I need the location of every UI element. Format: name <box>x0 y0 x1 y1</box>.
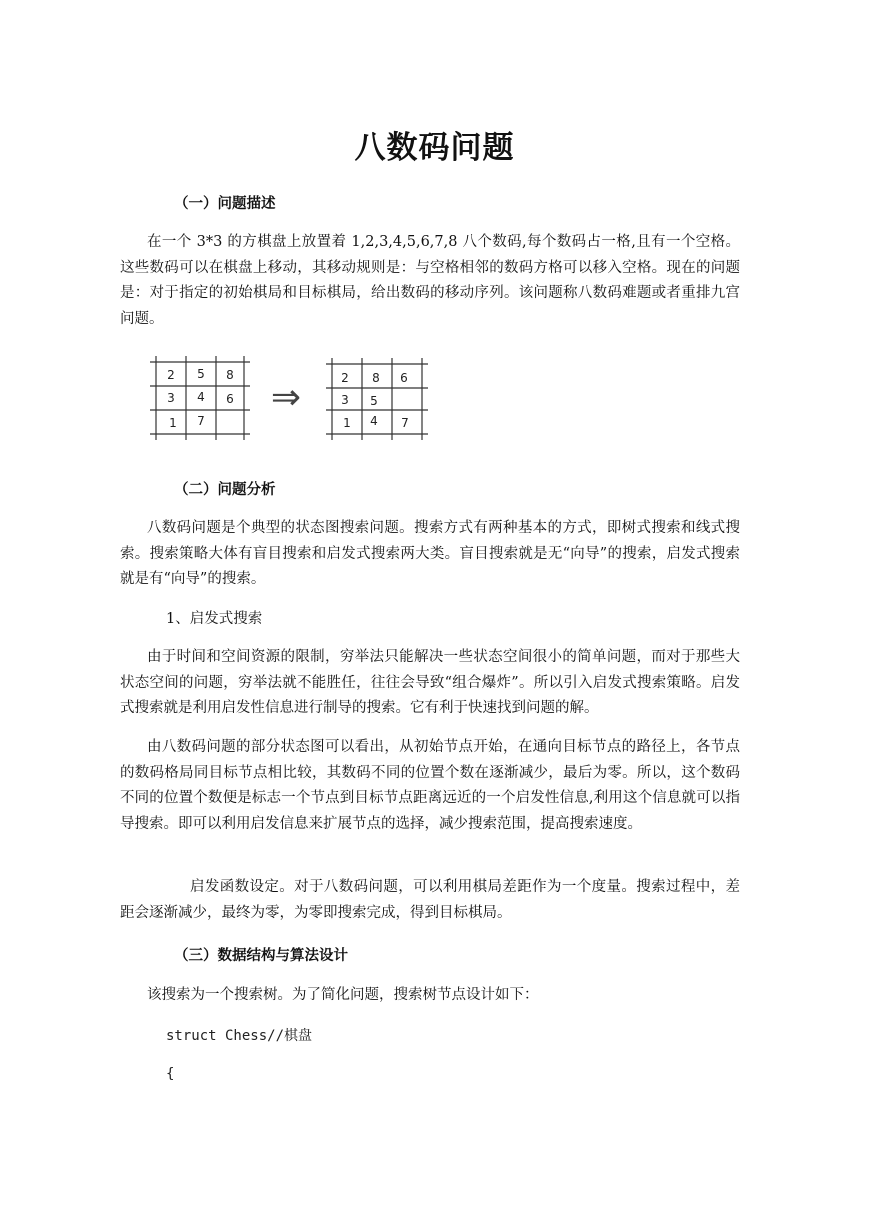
initial-cell: 4 <box>197 390 205 404</box>
heuristic-function-paragraph: 启发函数设定。对于八数码问题，可以利用棋局差距作为一个度量。搜索过程中，差距会逐渐减少，最终为零，为零即搜索完成，得到目标棋局。 <box>120 879 740 921</box>
section-heading-3: （三）数据结构与算法设计 <box>174 948 348 964</box>
eight-puzzle-figure <box>140 352 440 444</box>
code-line-struct: struct Chess//棋盘 <box>166 1028 313 1044</box>
problem-analysis-paragraph: 八数码问题是个典型的状态图搜索问题。搜索方式有两种基本的方式，即树式搜索和线式搜索。搜索策略大体有盲目搜索和启发式搜索两大类。盲目搜索就是无“向导”的搜索，启发式搜索就是有“向导”的搜索。 <box>120 520 740 587</box>
initial-cell: 1 <box>169 416 177 430</box>
section-heading-1: （一）问题描述 <box>174 196 276 212</box>
page-title: 八数码问题 <box>354 130 515 166</box>
initial-cell: 7 <box>197 414 205 428</box>
goal-cell: 4 <box>370 414 378 428</box>
code-line-brace: { <box>166 1066 175 1082</box>
initial-cell: 3 <box>167 391 175 405</box>
initial-cell: 8 <box>226 368 234 382</box>
goal-cell: 8 <box>372 371 380 385</box>
goal-cell: 6 <box>400 371 408 385</box>
initial-board <box>150 356 250 440</box>
goal-board <box>326 358 428 440</box>
goal-cell: 3 <box>341 393 349 407</box>
goal-cell: 1 <box>343 416 351 430</box>
heuristic-search-paragraph: 由于时间和空间资源的限制，穷举法只能解决一些状态空间很小的简单问题，而对于那些大状态空间的问题，穷举法就不能胜任，往往会导致“组合爆炸”。所以引入启发式搜索策略。启发式搜索就是利用启发性信息进行制导的搜索。它有利于快速找到问题的解。 <box>120 649 740 716</box>
problem-description-paragraph: 在一个 3*3 的方棋盘上放置着 1,2,3,4,5,6,7,8 八个数码,每个数码占一格,且有一个空格。这些数码可以在棋盘上移动，其移动规则是：与空格相邻的数码方格可以移入空格。现在的问题是：对于指定的初始棋局和目标棋局，给出数码的移动序列。该问题称八数码难题或者重排九宫问题。 <box>120 234 740 327</box>
goal-cell: 7 <box>401 416 409 430</box>
initial-cell: 5 <box>197 367 205 381</box>
goal-cell: 5 <box>370 394 378 408</box>
subheading-heuristic-search: 1、启发式搜索 <box>166 611 263 627</box>
section-heading-2: （二）问题分析 <box>174 482 276 498</box>
initial-cell: 6 <box>226 392 234 406</box>
data-structure-paragraph: 该搜索为一个搜索树。为了简化问题，搜索树节点设计如下： <box>147 987 539 1003</box>
goal-cell: 2 <box>341 371 349 385</box>
transform-arrow-icon: ⇒ <box>270 377 302 418</box>
initial-cell: 2 <box>167 368 175 382</box>
state-graph-paragraph: 由八数码问题的部分状态图可以看出，从初始节点开始，在通向目标节点的路径上，各节点的数码格局同目标节点相比较，其数码不同的位置个数在逐渐减少，最后为零。所以，这个数码不同的位置个数便是标志一个节点到目标节点距离远近的一个启发性信息,利用这个信息就可以指导搜索。即可以利用启发信息来扩展节点的选择，减少搜索范围，提高搜索速度。 <box>120 739 740 832</box>
